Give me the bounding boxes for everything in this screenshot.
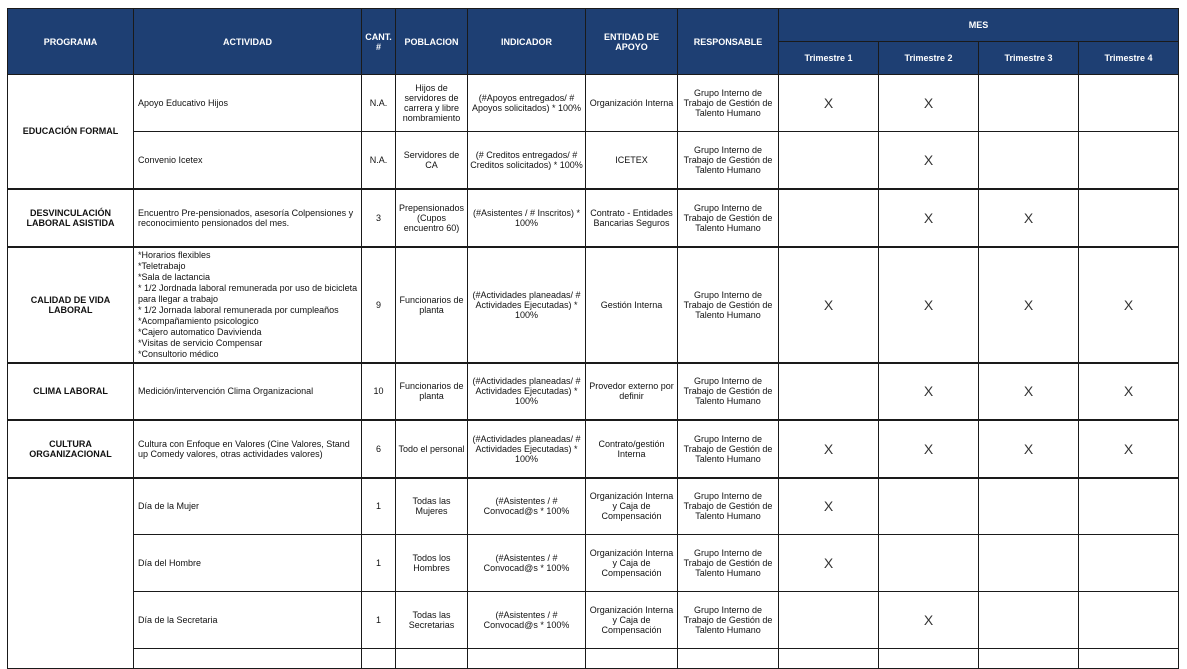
cantidad-cell: 1 — [362, 592, 396, 649]
responsable-cell: Grupo Interno de Trabajo de Gestión de Talento Humano — [678, 592, 779, 649]
indicador-cell: (#Apoyos entregados/ # Apoyos solicitados) * 100% — [468, 75, 586, 132]
trimestre-2-mark: X — [879, 247, 979, 363]
responsable-cell: Grupo Interno de Trabajo de Gestión de Talento Humano — [678, 132, 779, 189]
cantidad-cell: 3 — [362, 189, 396, 247]
cantidad-cell: 6 — [362, 420, 396, 478]
entidad-cell: Organización Interna y Caja de Compensación — [586, 592, 678, 649]
entidad-cell: Organización Interna y Caja de Compensación — [586, 535, 678, 592]
entidad-cell: Provedor externo por definir — [586, 363, 678, 420]
poblacion-cell: Todas las Secretarias — [396, 592, 468, 649]
header-trimestre-1: Trimestre 1 — [779, 42, 879, 75]
entidad-cell: Organización Interna y Caja de Compensación — [586, 478, 678, 535]
header-responsable: RESPONSABLE — [678, 9, 779, 75]
actividad-cell: Medición/intervención Clima Organizacional — [134, 363, 362, 420]
trimestre-1-mark: X — [779, 535, 879, 592]
responsable-cell: Grupo Interno de Trabajo de Gestión de Talento Humano — [678, 75, 779, 132]
cantidad-cell: 10 — [362, 363, 396, 420]
cantidad-cell: N.A. — [362, 132, 396, 189]
header-programa: PROGRAMA — [8, 9, 134, 75]
responsable-cell: Grupo Interno de Trabajo de Gestión de Talento Humano — [678, 363, 779, 420]
table-body — [8, 75, 1179, 669]
trimestre-2-mark: X — [879, 189, 979, 247]
trimestre-3-mark — [979, 75, 1079, 132]
trimestre-3-mark — [979, 535, 1079, 592]
table-row — [8, 535, 1179, 592]
entidad-cell: Organización Interna — [586, 75, 678, 132]
entidad-cell: Gestión Interna — [586, 247, 678, 363]
indicador-cell: (#Actividades planeadas/ # Actividades Ejecutadas) * 100% — [468, 363, 586, 420]
trimestre-3-mark: X — [979, 420, 1079, 478]
program-cell — [8, 478, 134, 669]
entidad-cell: ICETEX — [586, 132, 678, 189]
actividad-cell: Cultura con Enfoque en Valores (Cine Valores, Stand up Comedy valores, otras actividades valores) — [134, 420, 362, 478]
table-row — [8, 420, 1179, 478]
trimestre-2-mark: X — [879, 132, 979, 189]
trimestre-1-mark: X — [779, 420, 879, 478]
trimestre-2-mark — [879, 478, 979, 535]
header-trimestre-4: Trimestre 4 — [1079, 42, 1179, 75]
trimestre-3-mark — [979, 132, 1079, 189]
program-cell: CLIMA LABORAL — [8, 363, 134, 420]
poblacion-cell: Todas las Mujeres — [396, 478, 468, 535]
indicador-cell: (#Asistentes / # Convocad@s * 100% — [468, 535, 586, 592]
actividad-cell: *Horarios flexibles *Teletrabajo *Sala de lactancia * 1/2 Jordnada laboral remunerada por uso de bicicleta para llegar a trabajo * 1/2 Jornada laboral remunerada por cumpleaños *Acompañamiento psicologico *Cajero automatico Davivienda *Visitas de servicio Compensar *Consultorio médico — [134, 247, 362, 363]
table-row — [8, 132, 1179, 189]
trimestre-4-mark — [1079, 189, 1179, 247]
table-header — [8, 9, 1179, 75]
program-cell: DESVINCULACIÓN LABORAL ASISTIDA — [8, 189, 134, 247]
actividad-cell: Día del Hombre — [134, 535, 362, 592]
header-actividad: ACTIVIDAD — [134, 9, 362, 75]
header-mes: MES — [779, 9, 1179, 42]
trimestre-4-mark: X — [1079, 363, 1179, 420]
program-cell: EDUCACIÓN FORMAL — [8, 75, 134, 189]
poblacion-cell: Todo el personal — [396, 420, 468, 478]
indicador-cell: (#Actividades planeadas/ # Actividades Ejecutadas) * 100% — [468, 420, 586, 478]
trimestre-1-mark: X — [779, 478, 879, 535]
table-row — [8, 247, 1179, 363]
cantidad-cell: 9 — [362, 247, 396, 363]
header-indicador: INDICADOR — [468, 9, 586, 75]
trimestre-1-mark — [779, 363, 879, 420]
trimestre-2-mark: X — [879, 592, 979, 649]
cantidad-cell: 1 — [362, 535, 396, 592]
trimestre-4-mark — [1079, 535, 1179, 592]
trimestre-1-mark — [779, 592, 879, 649]
trimestre-1-mark: X — [779, 75, 879, 132]
actividad-cell: Encuentro Pre-pensionados, asesoría Colpensiones y reconocimiento pensionados del mes. — [134, 189, 362, 247]
activity-plan-table — [7, 8, 1179, 669]
actividad-cell: Día de la Secretaria — [134, 592, 362, 649]
actividad-cell: Día de la Mujer — [134, 478, 362, 535]
actividad-cell: Convenio Icetex — [134, 132, 362, 189]
responsable-cell: Grupo Interno de Trabajo de Gestión de Talento Humano — [678, 478, 779, 535]
trimestre-2-mark: X — [879, 363, 979, 420]
table-row — [8, 592, 1179, 649]
trimestre-3-mark: X — [979, 363, 1079, 420]
indicador-cell: (#Asistentes / # Inscritos) * 100% — [468, 189, 586, 247]
entidad-cell: Contrato - Entidades Bancarias Seguros — [586, 189, 678, 247]
trimestre-4-mark — [1079, 478, 1179, 535]
indicador-cell: (#Actividades planeadas/ # Actividades Ejecutadas) * 100% — [468, 247, 586, 363]
trimestre-4-mark — [1079, 592, 1179, 649]
header-trimestre-3: Trimestre 3 — [979, 42, 1079, 75]
trimestre-4-mark — [1079, 132, 1179, 189]
poblacion-cell: Hijos de servidores de carrera y libre nombramiento — [396, 75, 468, 132]
responsable-cell: Grupo Interno de Trabajo de Gestión de Talento Humano — [678, 247, 779, 363]
poblacion-cell: Servidores de CA — [396, 132, 468, 189]
trimestre-2-mark: X — [879, 420, 979, 478]
cantidad-cell: 1 — [362, 478, 396, 535]
trimestre-1-mark: X — [779, 247, 879, 363]
trimestre-4-mark — [1079, 75, 1179, 132]
poblacion-cell: Todos los Hombres — [396, 535, 468, 592]
trimestre-3-mark — [979, 592, 1079, 649]
cantidad-cell: N.A. — [362, 75, 396, 132]
table-row — [8, 478, 1179, 535]
poblacion-cell: Funcionarios de planta — [396, 363, 468, 420]
trimestre-3-mark: X — [979, 247, 1079, 363]
activity-plan-sheet — [7, 8, 1179, 669]
trimestre-3-mark — [979, 478, 1079, 535]
responsable-cell: Grupo Interno de Trabajo de Gestión de Talento Humano — [678, 420, 779, 478]
trimestre-1-mark — [779, 189, 879, 247]
header-cantidad: CANT. # — [362, 9, 396, 75]
poblacion-cell: Funcionarios de planta — [396, 247, 468, 363]
responsable-cell: Grupo Interno de Trabajo de Gestión de Talento Humano — [678, 535, 779, 592]
header-trimestre-2: Trimestre 2 — [879, 42, 979, 75]
trimestre-2-mark — [879, 535, 979, 592]
actividad-cell: Apoyo Educativo Hijos — [134, 75, 362, 132]
indicador-cell: (# Creditos entregados/ # Creditos solicitados) * 100% — [468, 132, 586, 189]
table-row — [8, 75, 1179, 132]
poblacion-cell: Prepensionados (Cupos encuentro 60) — [396, 189, 468, 247]
trimestre-1-mark — [779, 132, 879, 189]
header-poblacion: POBLACION — [396, 9, 468, 75]
responsable-cell: Grupo Interno de Trabajo de Gestión de Talento Humano — [678, 189, 779, 247]
trimestre-2-mark: X — [879, 75, 979, 132]
table-row — [8, 189, 1179, 247]
table-row — [8, 363, 1179, 420]
trimestre-4-mark: X — [1079, 420, 1179, 478]
indicador-cell: (#Asistentes / # Convocad@s * 100% — [468, 478, 586, 535]
program-cell: CALIDAD DE VIDA LABORAL — [8, 247, 134, 363]
program-cell: CULTURA ORGANIZACIONAL — [8, 420, 134, 478]
header-entidad: ENTIDAD DE APOYO — [586, 9, 678, 75]
trimestre-4-mark: X — [1079, 247, 1179, 363]
trimestre-3-mark: X — [979, 189, 1079, 247]
indicador-cell: (#Asistentes / # Convocad@s * 100% — [468, 592, 586, 649]
entidad-cell: Contrato/gestión Interna — [586, 420, 678, 478]
